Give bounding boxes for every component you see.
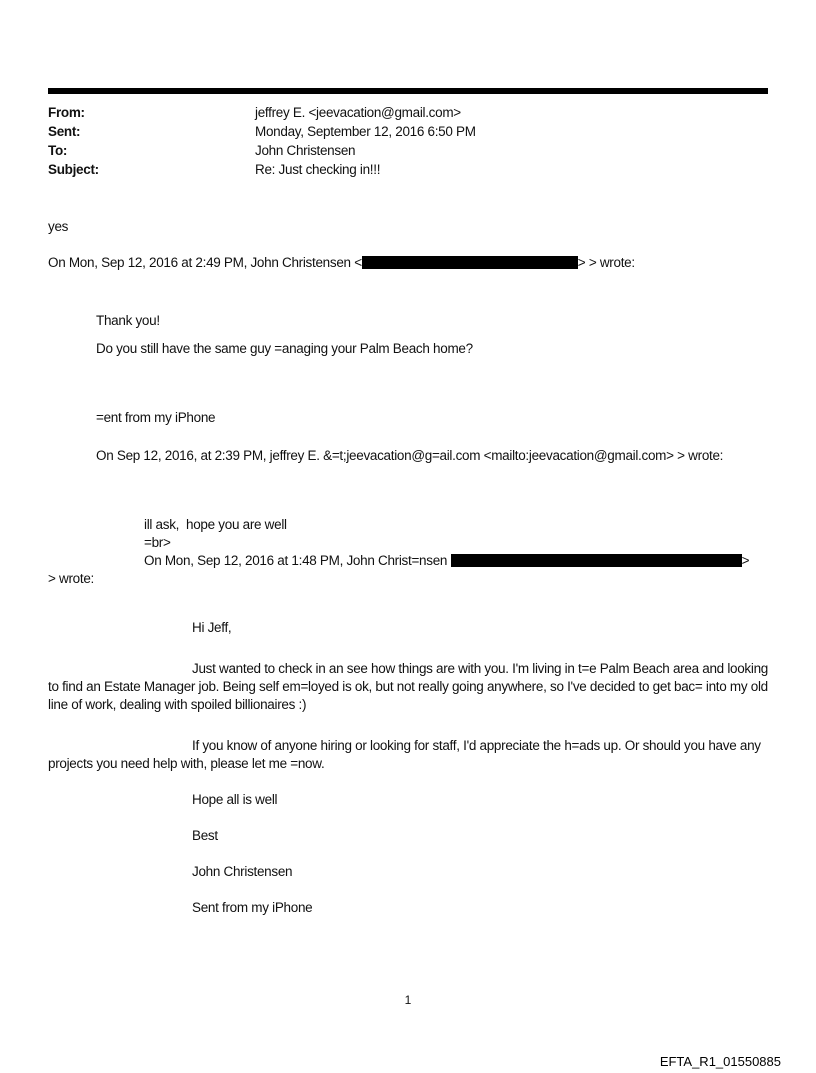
header-divider-rule xyxy=(48,88,768,94)
thanks-line: Thank you! xyxy=(96,313,160,328)
email-header xyxy=(48,103,768,179)
quoted-message-header-3 xyxy=(144,552,768,570)
quote-3-prefix: On Mon, Sep 12, 2016 at 1:48 PM, John Christ=nsen xyxy=(144,553,451,568)
quote-1-suffix: > > wrote: xyxy=(577,255,635,270)
subject-value: Re: Just checking in!!! xyxy=(255,162,381,177)
quoted-message-header-2: On Sep 12, 2016, at 2:39 PM, jeffrey E. &=t;jeevacation@g=ail.com <mailto:jeevacation@gmail.com> > wrote: xyxy=(96,448,724,463)
from-label: From: xyxy=(48,105,85,120)
page-number: 1 xyxy=(404,993,412,1007)
quote-3-suffix: > xyxy=(741,553,750,568)
quoted-message-header-1 xyxy=(48,254,768,272)
reply-text: yes xyxy=(48,219,69,234)
quote-level-2-block xyxy=(144,516,768,570)
sent-label: Sent: xyxy=(48,124,81,139)
hope-line: Hope all is well xyxy=(192,792,278,807)
to-label: To: xyxy=(48,143,68,158)
quote-level-3-block xyxy=(48,619,772,917)
header-row-from xyxy=(48,103,768,122)
redaction-bar xyxy=(451,554,742,567)
to-value: John Christensen xyxy=(255,143,356,158)
bates-number: EFTA_R1_01550885 xyxy=(659,1054,781,1069)
question-line: Do you still have the same guy =anaging your Palm Beach home? xyxy=(96,341,473,356)
br-artifact-line: =br> xyxy=(144,535,171,550)
header-row-sent xyxy=(48,122,768,141)
ill-ask-line: ill ask, hope you are well xyxy=(144,517,287,532)
body-paragraph-2: If you know of anyone hiring or looking for staff, I'd appreciate the h=ads up. Or should you have any projects you need help with, please let me =now. xyxy=(48,738,765,771)
header-row-to xyxy=(48,141,768,160)
sent-value: Monday, September 12, 2016 6:50 PM xyxy=(255,124,476,139)
quote-1-prefix: On Mon, Sep 12, 2016 at 2:49 PM, John Christensen < xyxy=(48,255,362,270)
quote-level-1-block xyxy=(96,312,768,465)
best-line: Best xyxy=(192,828,218,843)
sent-from-iphone-line-2: Sent from my iPhone xyxy=(192,900,313,915)
signature-line: John Christensen xyxy=(192,864,293,879)
subject-label: Subject: xyxy=(48,162,99,177)
wrote-continuation-line: > wrote: xyxy=(48,571,94,586)
body-paragraph-1: Just wanted to check in an see how things are with you. I'm living in t=e Palm Beach area and looking to find an Estate Manager job. Being self em=loyed is ok, but not really going anywhere, so I've decided to get bac= into my old line of work, dealing with spoiled billionaires :) xyxy=(48,661,772,712)
header-row-subject xyxy=(48,160,768,179)
sent-from-iphone-line: =ent from my iPhone xyxy=(96,410,216,425)
from-value: jeffrey E. <jeevacation@gmail.com> xyxy=(255,105,461,120)
greeting-line: Hi Jeff, xyxy=(192,620,232,635)
redaction-bar xyxy=(362,256,578,269)
